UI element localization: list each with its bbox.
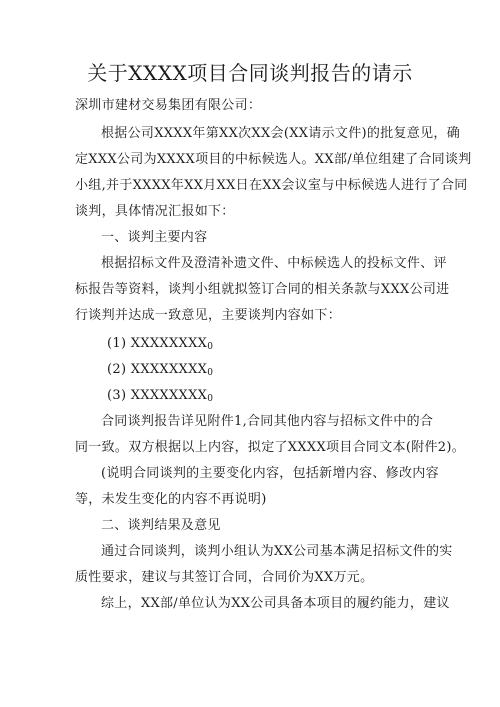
list-item	[107, 383, 437, 409]
section2-para-line-1: 通过合同谈判，谈判小组认为XX公司基本满足招标文件的实	[101, 544, 453, 559]
section1-para-line-2: 标报告等资料，谈判小组就拟签订合同的相关条款与XXX公司进	[75, 282, 450, 297]
list-item	[107, 357, 437, 383]
list-item-number: (3)	[107, 388, 127, 403]
intro-line-1: 根据公司XXXX年第XX次XX会(XX请示文件)的批复意见，确	[101, 126, 460, 141]
list-item-text: XXXXXXXX	[130, 362, 208, 377]
intro-line-4: 谈判，具体情况汇报如下：	[75, 204, 235, 219]
list-item	[107, 331, 437, 357]
conclusion-line-1: 综上，XX部/单位认为XX公司具备本项目的履约能力，建议	[101, 596, 450, 611]
section1-para-line-1: 根据招标文件及澄清补遗文件、中标候选人的投标文件、评	[101, 256, 447, 271]
section2-heading: 二、谈判结果及意见	[101, 518, 221, 533]
list-item-subscript: 0	[207, 394, 214, 404]
list-item-number: (1)	[107, 336, 127, 351]
list-item-text: XXXXXXXX	[130, 388, 208, 403]
list-item-subscript: 0	[207, 368, 214, 378]
section2-para-line-2: 质性要求，建议与其签订合同，合同价为XX万元。	[75, 570, 374, 585]
section1-heading: 一、谈判主要内容	[101, 230, 208, 245]
intro-line-2: 定XXX公司为XXXX项目的中标候选人。XX部/单位组建了合同谈判	[75, 152, 472, 167]
document-title: 关于XXXX项目合同谈判报告的请示	[87, 61, 413, 85]
intro-line-3: 小组,并于XXXX年XX月XX日在XX会议室与中标候选人进行了合同	[75, 178, 468, 193]
section1-para-line-3: 行谈判并达成一致意见，主要谈判内容如下：	[75, 308, 342, 323]
note-line-2: 等，未发生变化的内容不再说明)	[75, 492, 267, 507]
section1-para2-line-2: 同一致。双方根据以上内容，拟定了XXXX项目合同文本(附件2)。	[75, 440, 466, 455]
note-line-1: (说明合同谈判的主要变化内容，包括新增内容、修改内容	[101, 466, 439, 481]
section1-para2-line-1: 合同谈判报告详见附件1,合同其他内容与招标文件中的合	[101, 414, 434, 429]
recipient-line: 深圳市建材交易集团有限公司：	[75, 98, 262, 113]
list-item-text: XXXXXXXX	[130, 336, 208, 351]
list-item-subscript: 0	[207, 342, 214, 352]
list-item-number: (2)	[107, 362, 127, 377]
